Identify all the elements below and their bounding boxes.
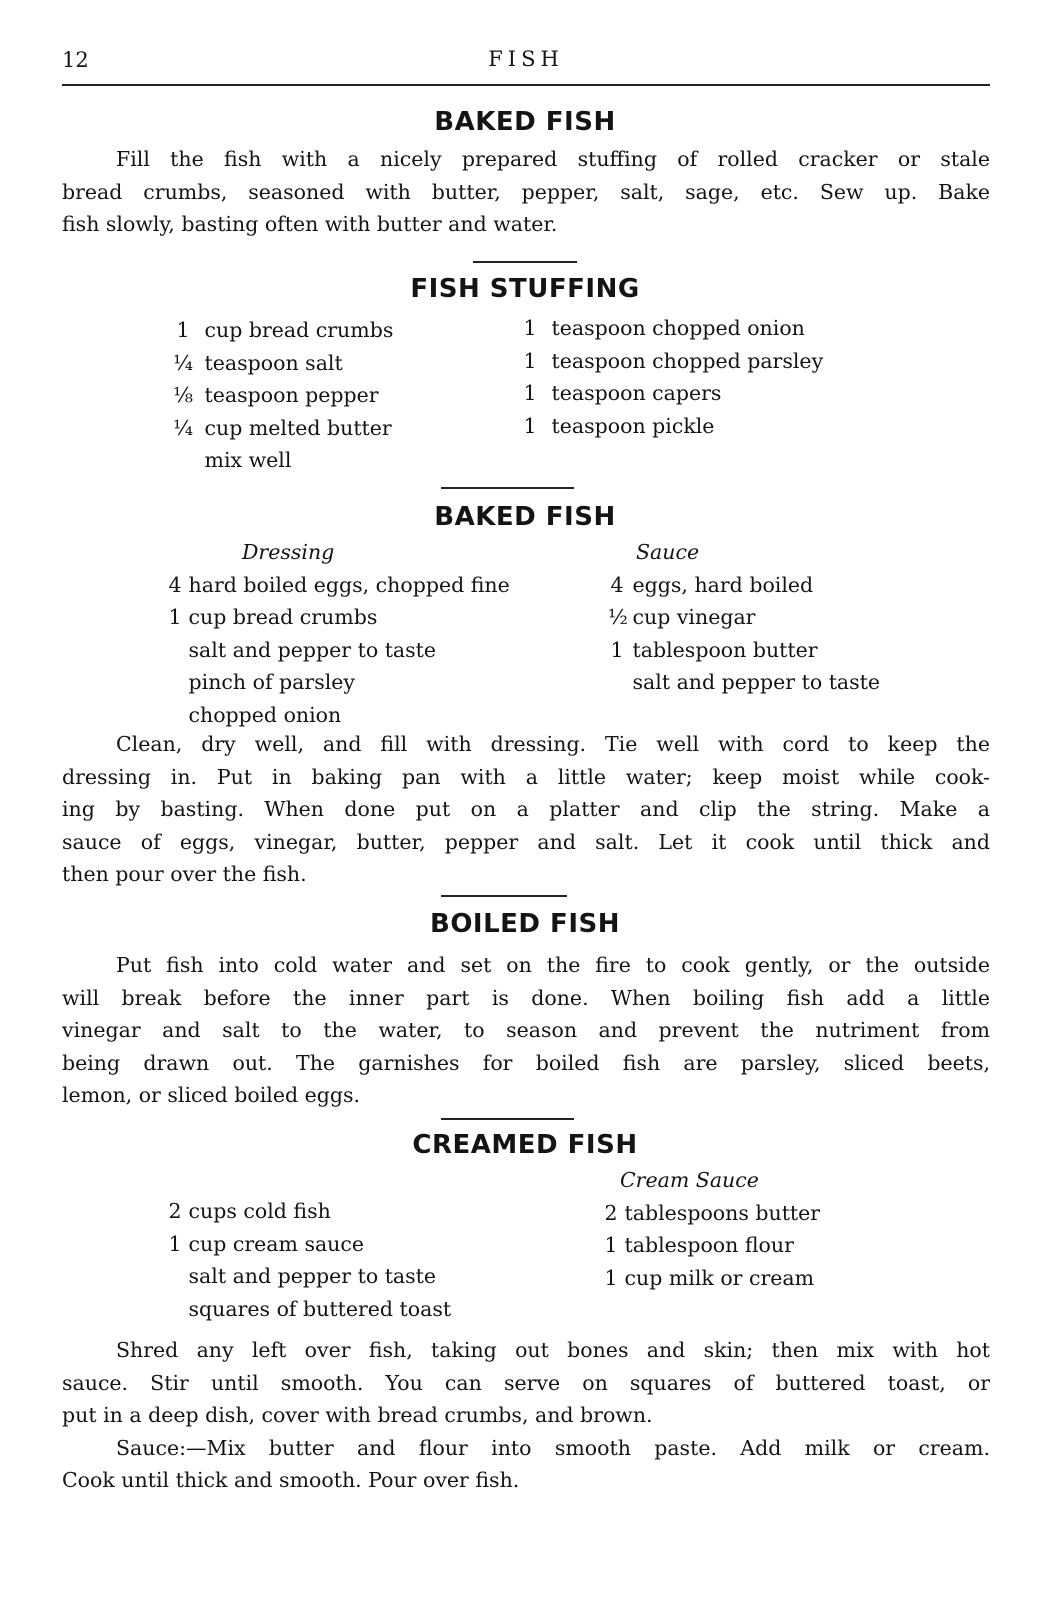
text-line: Fill the fish with a nicely prepared stuffing of rolled cracker or stale (116, 147, 990, 171)
recipe-text-creamed-fish (62, 1334, 990, 1497)
cream-sauce-list (604, 1164, 820, 1294)
text-line: fish slowly, basting often with butter and water. (62, 212, 558, 236)
ingredient-name: mix well (204, 448, 292, 472)
ingredient-qty: 2 (604, 1200, 618, 1225)
ingredient-item (515, 345, 823, 378)
text-line: being drawn out. The garnishes for boiled fish are parsley, sliced beets, (62, 1050, 990, 1075)
ingredient-qty: 4 (168, 572, 182, 597)
ingredient-item (168, 601, 510, 634)
dressing-label: Dressing (242, 540, 335, 564)
ingredient-name: cup bread crumbs (188, 605, 378, 629)
text-line: then pour over the fish. (62, 862, 307, 886)
ingredient-item (168, 666, 510, 699)
ingredient-item (608, 601, 880, 634)
ingredient-item (168, 1195, 451, 1228)
recipe-title-boiled-fish: BOILED FISH (430, 909, 620, 939)
recipe-title-baked-fish-2: BAKED FISH (434, 502, 616, 532)
ingredient-qty: 2 (168, 1199, 182, 1223)
ingredient-name: teaspoon pepper (204, 383, 379, 407)
ingredient-item (608, 569, 880, 602)
ingredient-name: teaspoon salt (204, 350, 343, 375)
ingredient-name: cup bread crumbs (204, 318, 394, 342)
recipe-text-baked-fish-2 (62, 728, 990, 891)
ingredient-item (168, 379, 393, 412)
ingredient-item (168, 699, 510, 732)
recipe-text-boiled-fish (62, 949, 990, 1112)
ingredient-name: cup melted butter (204, 415, 392, 440)
ingredient-qty: ¼ (173, 415, 193, 440)
ingredient-qty: 1 (604, 1265, 618, 1290)
ingredient-qty: 1 (523, 316, 537, 340)
ingredient-name: salt and pepper to taste (188, 637, 437, 662)
ingredient-name: eggs, hard boiled (632, 572, 814, 597)
page-number: 12 (62, 48, 89, 72)
ingredient-name: salt and pepper to taste (188, 1264, 437, 1288)
ingredient-item (604, 1197, 820, 1230)
dressing-list (168, 536, 510, 731)
running-title: FISH (488, 47, 564, 71)
ingredient-name: pinch of parsley (188, 670, 355, 694)
ingredient-item (608, 666, 880, 699)
ingredient-name: cups cold fish (188, 1199, 331, 1223)
ingredient-item (168, 1228, 451, 1261)
ingredient-qty: ⅛ (173, 383, 193, 407)
text-line: Shred any left over fish, taking out bones and skin; then mix with hot (116, 1338, 990, 1362)
text-line: sauce of eggs, vinegar, butter, pepper and salt. Let it cook until thick and (62, 829, 990, 854)
ingredient-name: cup vinegar (632, 605, 756, 629)
ingredient-item (168, 634, 510, 667)
ingredient-name: cup milk or cream (624, 1265, 815, 1290)
ingredient-qty: 1 (523, 413, 537, 438)
ingredient-qty: 1 (176, 318, 190, 342)
ingredient-item (515, 377, 823, 410)
ingredient-item (168, 314, 393, 347)
sauce-label: Sauce (636, 540, 700, 564)
ingredient-qty: 1 (604, 1233, 618, 1257)
ingredient-name: teaspoon chopped onion (551, 316, 805, 340)
ingredient-item (168, 444, 393, 477)
text-line: sauce. Stir until smooth. You can serve on squares of buttered toast, or (62, 1370, 990, 1395)
recipe-title-creamed-fish: CREAMED FISH (412, 1130, 638, 1160)
ingredient-item (604, 1262, 820, 1295)
ingredient-qty: 1 (168, 1231, 182, 1256)
ingredient-qty: 1 (523, 348, 537, 373)
ingredient-list-right (515, 312, 823, 442)
ingredient-item (168, 347, 393, 380)
text-line: Cook until thick and smooth. Pour over fish. (62, 1468, 520, 1492)
section-divider (441, 487, 574, 489)
text-line: will break before the inner part is done. When boiling fish add a little (62, 985, 990, 1010)
ingredient-name: tablespoon butter (632, 637, 818, 662)
ingredient-item (515, 312, 823, 345)
text-line: vinegar and salt to the water, to season and prevent the nutriment from (62, 1018, 990, 1042)
ingredient-item (168, 569, 510, 602)
recipe-title-fish-stuffing: FISH STUFFING (410, 274, 640, 304)
ingredient-item (608, 634, 880, 667)
text-line: Clean, dry well, and fill with dressing. Tie well with cord to keep the (116, 732, 990, 756)
sauce-list (608, 536, 880, 699)
text-line: put in a deep dish, cover with bread crumbs, and brown. (62, 1403, 653, 1427)
ingredient-name: teaspoon pickle (551, 413, 715, 438)
creamed-fish-ingredients (168, 1195, 451, 1325)
ingredient-qty: 1 (168, 605, 182, 629)
ingredient-name: hard boiled eggs, chopped fine (188, 572, 510, 597)
ingredient-name: tablespoon flour (624, 1233, 794, 1257)
section-divider (441, 1118, 574, 1120)
ingredient-list-left (168, 314, 393, 477)
section-divider (441, 895, 567, 897)
cream-sauce-label: Cream Sauce (620, 1168, 759, 1192)
ingredient-name: teaspoon chopped parsley (551, 348, 824, 373)
text-line: lemon, or sliced boiled eggs. (62, 1083, 361, 1107)
text-line: bread crumbs, seasoned with butter, pepper, salt, sage, etc. Sew up. Bake (62, 179, 990, 204)
ingredient-name: chopped onion (188, 702, 342, 727)
ingredient-name: cup cream sauce (188, 1231, 365, 1256)
ingredient-qty: ½ (608, 605, 628, 629)
ingredient-name: tablespoons butter (624, 1200, 821, 1225)
ingredient-qty: 1 (610, 637, 624, 662)
ingredient-item (168, 1260, 451, 1293)
text-line: Sauce:—Mix butter and flour into smooth paste. Add milk or cream. (116, 1435, 990, 1460)
ingredient-item (604, 1229, 820, 1262)
text-line: dressing in. Put in baking pan with a little water; keep moist while cook- (62, 764, 990, 789)
page-header (62, 44, 990, 86)
recipe-title-baked-fish: BAKED FISH (434, 107, 616, 137)
ingredient-name: salt and pepper to taste (632, 670, 881, 694)
section-divider (473, 261, 577, 263)
ingredient-item (168, 1293, 451, 1326)
ingredient-qty: 1 (523, 381, 537, 405)
ingredient-qty: ¼ (173, 350, 193, 375)
ingredient-item (515, 410, 823, 443)
text-line: ing by basting. When done put on a platter and clip the string. Make a (62, 797, 990, 821)
ingredient-name: teaspoon capers (551, 381, 722, 405)
ingredient-qty: 4 (610, 572, 624, 597)
text-line: Put fish into cold water and set on the fire to cook gently, or the outside (116, 953, 990, 977)
ingredient-item (168, 412, 393, 445)
recipe-text-baked-fish (62, 143, 990, 241)
ingredient-name: squares of buttered toast (188, 1296, 452, 1321)
